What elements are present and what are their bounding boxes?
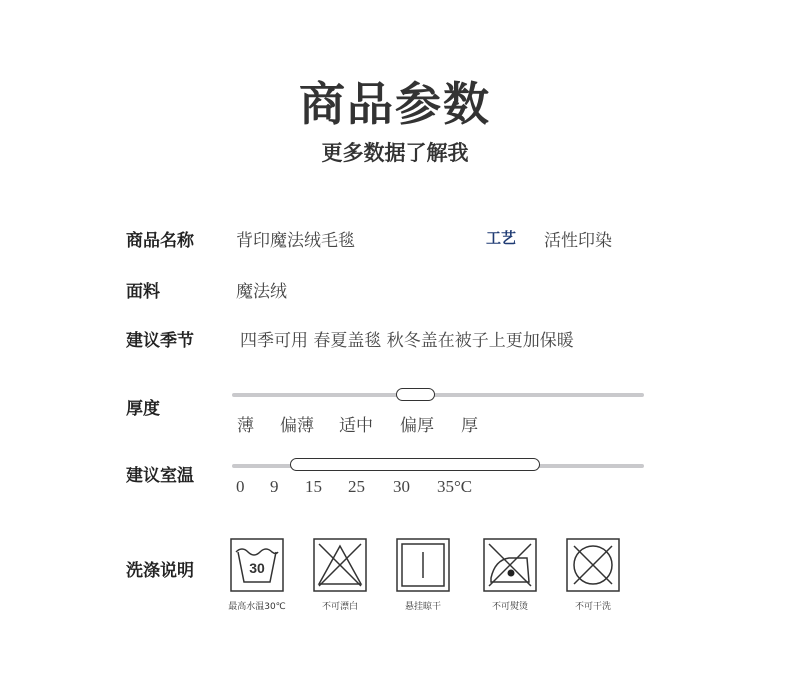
temperature-tick: 25 [348,477,365,496]
thickness-option: 偏薄 [280,416,314,435]
wash-temperature-number: 30 [249,560,265,576]
no-dry-clean-icon [566,538,620,592]
hang-dry-caption: 悬挂晾干 [404,602,441,612]
thickness-option: 偏厚 [400,416,434,435]
temperature-label: 建议室温 [126,466,194,486]
temperature-range-indicator [290,458,540,471]
product-name-value: 背印魔法绒毛毯 [236,231,355,251]
thickness-track [232,393,644,397]
thickness-option: 厚 [461,416,478,435]
thickness-option: 薄 [237,416,254,435]
product-name-label: 商品名称 [126,231,194,251]
no-dry-clean-caption: 不可干洗 [574,602,611,612]
thickness-label: 厚度 [126,399,160,419]
fabric-value: 魔法绒 [236,282,287,302]
thickness-option: 适中 [339,416,373,435]
page-subtitle: 更多数据了解我 [321,141,469,165]
page-title: 商品参数 [299,77,491,131]
hang-dry-icon [396,538,450,592]
craft-label: 工艺 [486,229,517,247]
season-label: 建议季节 [126,331,194,351]
temperature-tick: 30 [393,477,410,496]
temperature-tick: 15 [305,477,322,496]
temperature-tick: 9 [270,477,279,496]
wash-30-icon [230,538,284,592]
fabric-label: 面料 [126,282,160,302]
no-bleach-icon [313,538,367,592]
craft-value: 活性印染 [544,231,612,251]
temperature-tick: 0 [236,477,245,496]
no-iron-icon [483,538,537,592]
season-value: 四季可用 春夏盖毯 秋冬盖在被子上更加保暖 [240,331,574,351]
washing-label: 洗涤说明 [126,561,194,581]
no-bleach-caption: 不可漂白 [321,602,358,612]
thickness-indicator [396,388,435,401]
no-iron-caption: 不可熨烫 [491,602,528,612]
wash-caption: 最高水温30℃ [228,602,286,612]
temperature-tick: 35°C [437,477,473,496]
